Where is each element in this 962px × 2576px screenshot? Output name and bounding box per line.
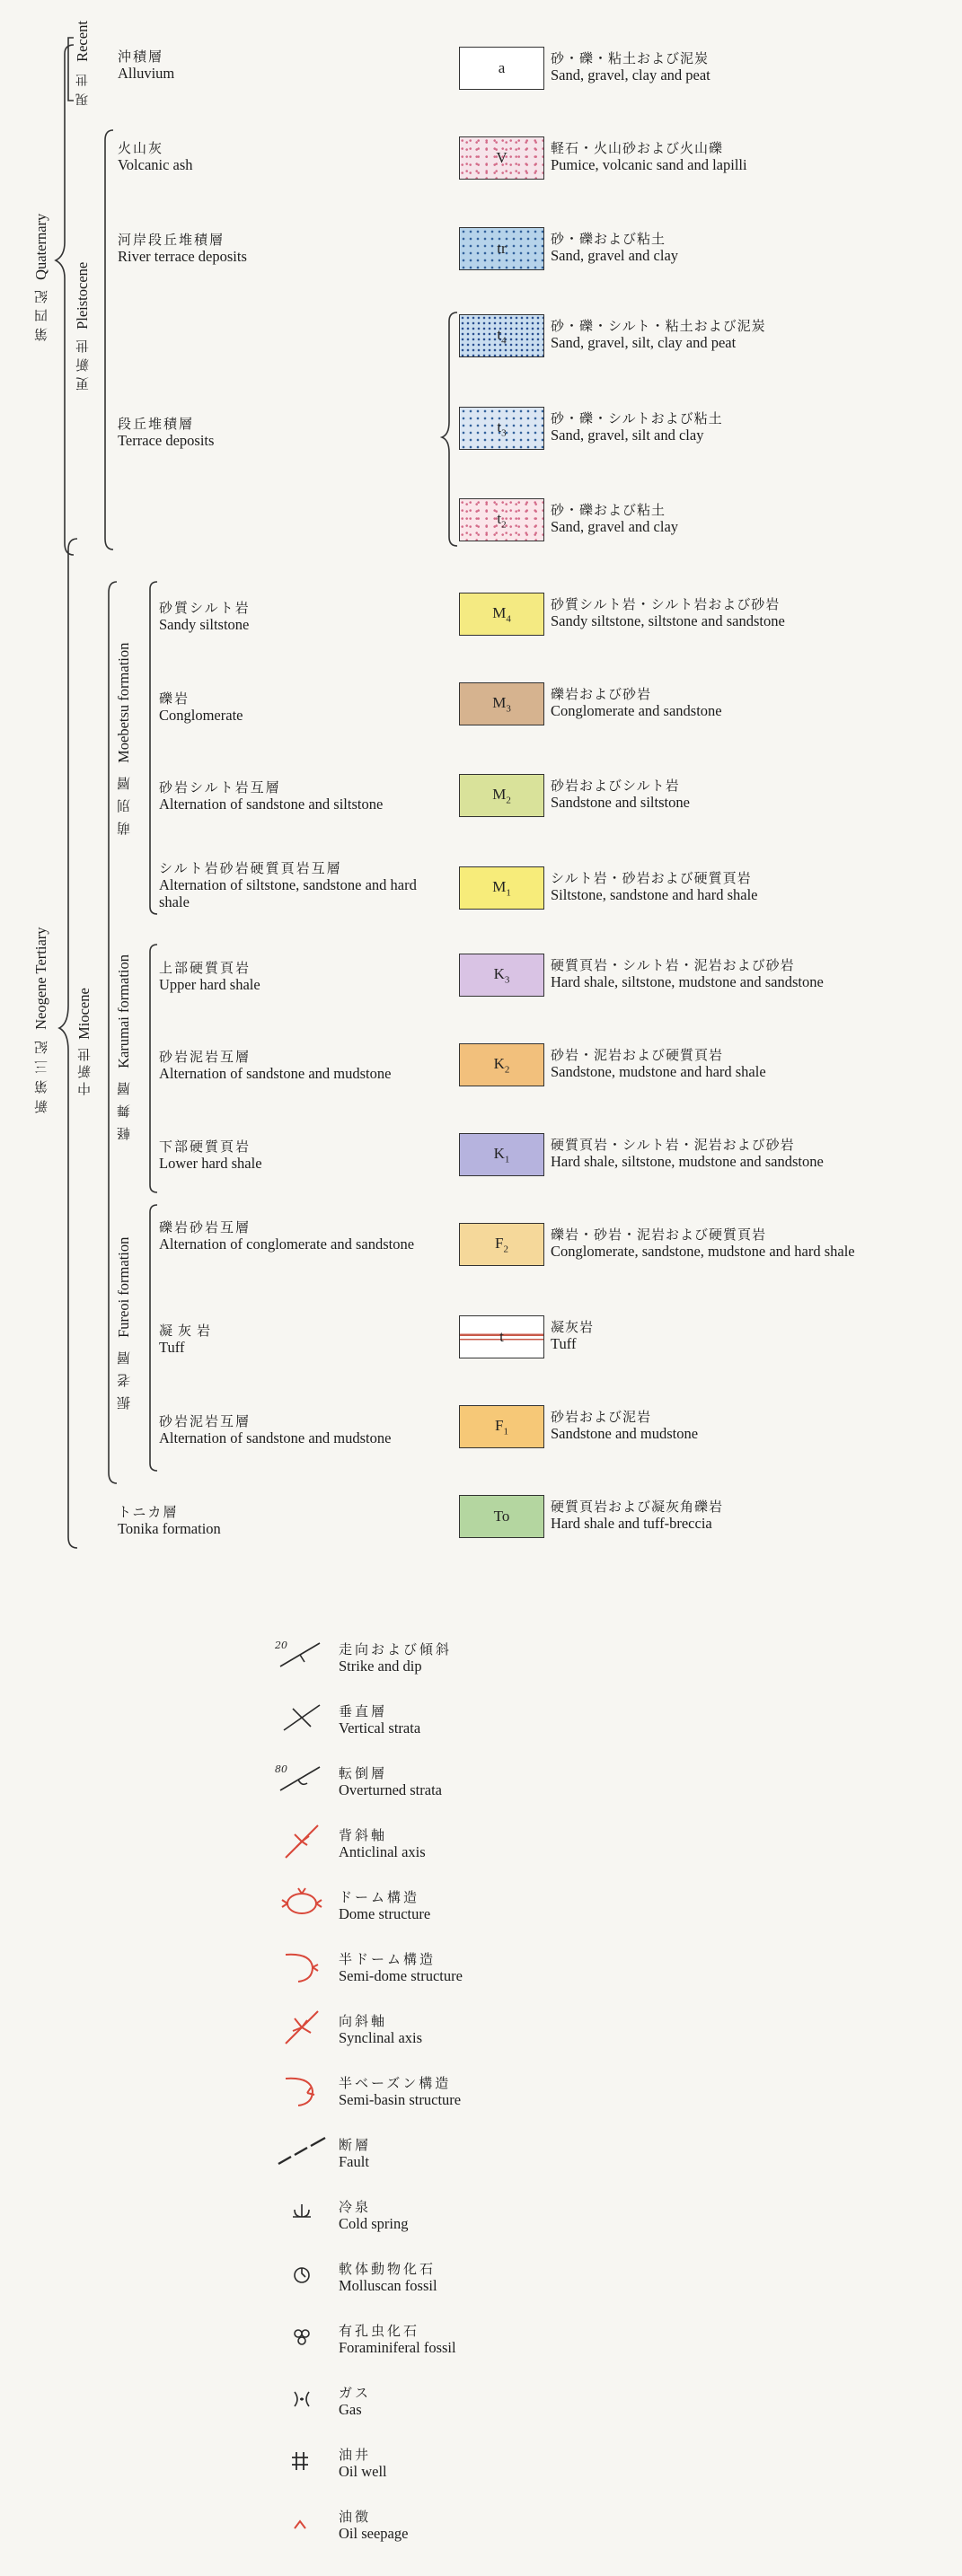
- legend-en: Cold spring: [339, 2215, 409, 2232]
- legend-item-text: [339, 1765, 442, 1798]
- legend-jp: ガス: [339, 2385, 372, 2401]
- description-en: Hard shale, siltstone, mudstone and sandstone: [551, 973, 824, 990]
- legend-item-text: [339, 1641, 452, 1675]
- unit-alt-sandstone-mudstone-k: 砂岩泥岩互層 Alternation of sandstone and mudstone: [159, 1049, 392, 1082]
- lithology-description: [551, 410, 723, 444]
- description-jp: 軽石・火山砂および火山礫: [551, 140, 724, 156]
- legend-item-text: [339, 2385, 371, 2418]
- unit-alt-siltstone-sandstone-shale: シルト岩砂岩硬質頁岩互層 Alternation of siltstone, sandstone and hard shale: [159, 860, 417, 910]
- legend-item-text: [339, 1951, 463, 1984]
- unit-river-terrace: 河岸段丘堆積層 River terrace deposits: [118, 232, 247, 265]
- lithology-box-t2: [459, 498, 544, 541]
- legend-en: Vertical strata: [339, 1719, 421, 1736]
- description-en: Conglomerate and sandstone: [551, 702, 722, 719]
- description-jp: 砂・礫・シルトおよび粘土: [551, 410, 723, 426]
- legend-jp: 断層: [339, 2137, 372, 2153]
- foraminiferal-fossil-icon: [275, 2317, 329, 2357]
- epoch-recent: 現世 Recent: [74, 21, 91, 106]
- epoch-pleistocene: 更新世 Pleistocene: [74, 261, 91, 391]
- legend-en: Synclinal axis: [339, 2029, 423, 2046]
- legend-item-text: [339, 2323, 456, 2356]
- oil-well-icon: [275, 2441, 329, 2481]
- lithology-code: $t_2$: [497, 509, 507, 531]
- vertical-strata-icon: [275, 1698, 329, 1737]
- legend-en: Molluscan fossil: [339, 2277, 437, 2294]
- lithology-code: $F_2$: [495, 1234, 508, 1255]
- description-en: Pumice, volcanic sand and lapilli: [551, 156, 747, 173]
- anticlinal-axis-icon: [275, 1822, 329, 1861]
- description-en: Sand, gravel, clay and peat: [551, 66, 710, 84]
- unit-tonika: トニカ層 Tonika formation: [118, 1504, 221, 1537]
- epoch-neogene: 新第三紀 Neogene Tertiary: [32, 927, 49, 1113]
- legend-en: Semi-basin structure: [339, 2091, 462, 2108]
- description-en: Hard shale, siltstone, mudstone and sandstone: [551, 1153, 824, 1170]
- legend-item-text: [339, 1889, 430, 1922]
- description-jp: 砂・礫・粘土および泥炭: [551, 50, 710, 66]
- legend-item-text: [339, 2013, 422, 2046]
- lithology-code: $K_2$: [493, 1054, 510, 1076]
- unit-upper-hard-shale: 上部硬質頁岩 Upper hard shale: [159, 960, 260, 993]
- unit-alt-sandstone-siltstone: 砂岩シルト岩互層 Alternation of sandstone and siltstone: [159, 779, 384, 813]
- description-en: Sandy siltstone, siltstone and sandstone: [551, 612, 785, 629]
- legend-item-text: [339, 2137, 371, 2170]
- synclinal-axis-icon: [275, 2008, 329, 2047]
- lithology-code: $K_1$: [493, 1144, 510, 1165]
- svg-text:20: 20: [275, 1640, 287, 1651]
- unit-terrace-deposits: 段丘堆積層 Terrace deposits: [118, 416, 215, 449]
- legend-item-text: [339, 2261, 437, 2294]
- unit-alt-sandstone-mudstone-f: 砂岩泥岩互層 Alternation of sandstone and mudstone: [159, 1413, 392, 1446]
- legend-en: Strike and dip: [339, 1657, 422, 1675]
- legend-item-text: [339, 1827, 426, 1860]
- lithology-description: [551, 1409, 698, 1442]
- lithology-description: [551, 231, 678, 264]
- description-jp: 砂・礫および粘土: [551, 502, 666, 518]
- description-en: Tuff: [551, 1335, 577, 1352]
- lithology-code: $M_3$: [492, 693, 511, 715]
- unit-volcanic-ash: 火山灰 Volcanic ash: [118, 140, 193, 173]
- lithology-description: [551, 140, 747, 173]
- lithology-code: a: [498, 59, 506, 76]
- lithology-box-m4: [459, 593, 544, 636]
- legend-jp: 向斜軸: [339, 2013, 388, 2029]
- lithology-description: [551, 1226, 855, 1260]
- legend-jp: 有孔虫化石: [339, 2323, 420, 2339]
- description-en: Siltstone, sandstone and hard shale: [551, 886, 758, 903]
- description-jp: 礫岩および砂岩: [551, 686, 652, 702]
- lithology-description: [551, 502, 678, 535]
- description-en: Sand, gravel, silt, clay and peat: [551, 334, 737, 351]
- description-jp: 礫岩・砂岩・泥岩および硬質頁岩: [551, 1226, 767, 1243]
- unit-tuff: 凝灰岩 Tuff: [159, 1323, 216, 1356]
- lithology-box-k2: [459, 1043, 544, 1086]
- legend-en: Fault: [339, 2153, 369, 2170]
- lithology-description: [551, 1319, 594, 1352]
- lithology-code: t: [499, 1328, 504, 1345]
- lithology-code: To: [493, 1508, 510, 1525]
- lithology-description: [551, 686, 722, 719]
- strike-dip-icon: [275, 1636, 329, 1675]
- description-en: Sand, gravel and clay: [551, 518, 679, 535]
- description-jp: 砂質シルト岩・シルト岩および砂岩: [551, 596, 781, 612]
- lithology-code: V: [496, 149, 507, 166]
- legend-item-text: [339, 1703, 420, 1736]
- legend-jp: 油井: [339, 2447, 372, 2463]
- legend-en: Dome structure: [339, 1905, 431, 1922]
- description-en: Sandstone and mudstone: [551, 1425, 699, 1442]
- dome-structure-icon: [275, 1884, 329, 1923]
- lithology-box-k3: [459, 954, 544, 997]
- lithology-code: $t_4$: [497, 325, 507, 347]
- description-jp: 硬質頁岩・シルト岩・泥岩および砂岩: [551, 957, 795, 973]
- semi-basin-icon: [275, 2070, 329, 2109]
- description-en: Hard shale and tuff-breccia: [551, 1515, 712, 1532]
- legend-en: Anticlinal axis: [339, 1843, 426, 1860]
- legend-en: Foraminiferal fossil: [339, 2339, 456, 2356]
- lithology-box-to: [459, 1495, 544, 1538]
- legend-jp: 走向および傾斜: [339, 1641, 453, 1657]
- legend-item-text: [339, 2447, 387, 2480]
- legend-item-text: [339, 2199, 408, 2232]
- description-jp: 砂岩・泥岩および硬質頁岩: [551, 1047, 724, 1063]
- semi-dome-icon: [275, 1946, 329, 1985]
- legend-en: Gas: [339, 2401, 362, 2418]
- oil-seepage-icon: [275, 2503, 329, 2543]
- description-jp: シルト岩・砂岩および硬質頁岩: [551, 870, 752, 886]
- lithology-description: [551, 1499, 723, 1532]
- description-en: Conglomerate, sandstone, mudstone and hard shale: [551, 1243, 855, 1260]
- lithology-description: [551, 778, 690, 811]
- legend-en: Semi-dome structure: [339, 1967, 463, 1984]
- description-jp: 砂・礫・シルト・粘土および泥炭: [551, 318, 766, 334]
- legend-item-text: [339, 2509, 408, 2542]
- legend-en: Oil seepage: [339, 2525, 409, 2542]
- unit-sandy-siltstone: 砂質シルト岩 Sandy siltstone: [159, 600, 251, 633]
- description-en: Sand, gravel and clay: [551, 247, 679, 264]
- lithology-code: $M_4$: [492, 603, 511, 625]
- lithology-box-t3: [459, 407, 544, 450]
- legend-item-text: [339, 2075, 461, 2108]
- lithology-code: $M_1$: [492, 877, 511, 899]
- legend-en: Overturned strata: [339, 1781, 442, 1798]
- molluscan-fossil-icon: [275, 2255, 329, 2295]
- unit-alt-conglomerate-sandstone: 礫岩砂岩互層 Alternation of conglomerate and sandstone: [159, 1219, 415, 1253]
- lithology-description: [551, 50, 710, 84]
- lithology-box-m2: [459, 774, 544, 817]
- description-en: Sand, gravel, silt and clay: [551, 426, 704, 444]
- svg-text:80: 80: [275, 1763, 287, 1775]
- legend-jp: 半ベーズン構造: [339, 2075, 452, 2091]
- description-jp: 硬質頁岩および凝灰角礫岩: [551, 1499, 724, 1515]
- description-jp: 砂・礫および粘土: [551, 231, 666, 247]
- description-en: Sandstone and siltstone: [551, 794, 690, 811]
- description-jp: 砂岩および泥岩: [551, 1409, 652, 1425]
- legend-jp: 油徴: [339, 2509, 372, 2525]
- lithology-code: $M_2$: [492, 785, 511, 806]
- unit-alluvium: 沖積層 Alluvium: [118, 48, 175, 82]
- legend-jp: 半ドーム構造: [339, 1951, 437, 1967]
- unit-lower-hard-shale: 下部硬質頁岩 Lower hard shale: [159, 1139, 262, 1172]
- legend-en: Oil well: [339, 2463, 387, 2480]
- legend-jp: 冷泉: [339, 2199, 372, 2215]
- gas-icon: [275, 2379, 329, 2419]
- lithology-box-tr: [459, 227, 544, 270]
- lithology-box-v: [459, 136, 544, 180]
- description-jp: 凝灰岩: [551, 1319, 595, 1335]
- legend-jp: ドーム構造: [339, 1889, 420, 1905]
- description-jp: 砂岩およびシルト岩: [551, 778, 680, 794]
- lithology-box-t4: [459, 314, 544, 357]
- lithology-box-t: [459, 1315, 544, 1358]
- lithology-box-f2: [459, 1223, 544, 1266]
- lithology-box-a: [459, 47, 544, 90]
- lithology-description: [551, 870, 758, 903]
- lithology-description: [551, 1137, 824, 1170]
- unit-conglomerate: 礫岩 Conglomerate: [159, 690, 243, 724]
- epoch-miocene: 中新世 Miocene: [75, 988, 93, 1095]
- lithology-box-k1: [459, 1133, 544, 1176]
- lithology-description: [551, 318, 766, 351]
- lithology-box-m3: [459, 682, 544, 725]
- legend-jp: 軟体動物化石: [339, 2261, 437, 2277]
- fault-icon: [275, 2132, 329, 2171]
- legend-jp: 転倒層: [339, 1765, 388, 1781]
- overturned-strata-icon: [275, 1760, 329, 1799]
- lithology-box-m1: [459, 866, 544, 910]
- cold-spring-icon: [275, 2194, 329, 2233]
- formation-fureoi: 振老層 Fureoi formation: [115, 1236, 132, 1410]
- lithology-description: [551, 596, 785, 629]
- lithology-description: [551, 957, 824, 990]
- lithology-description: [551, 1047, 766, 1080]
- lithology-code: tr: [497, 240, 507, 257]
- lithology-code: $K_3$: [493, 964, 510, 986]
- formation-karumai: 軽舞層 Karumai formation: [115, 954, 132, 1140]
- description-en: Sandstone, mudstone and hard shale: [551, 1063, 766, 1080]
- lithology-box-f1: [459, 1405, 544, 1448]
- legend-jp: 背斜軸: [339, 1827, 388, 1843]
- epoch-quaternary: 第四紀 Quaternary: [32, 213, 49, 341]
- description-jp: 硬質頁岩・シルト岩・泥岩および砂岩: [551, 1137, 795, 1153]
- formation-moebetsu: 萌別層 Moebetsu formation: [115, 642, 132, 835]
- lithology-code: $F_1$: [495, 1416, 508, 1437]
- legend-jp: 垂直層: [339, 1703, 388, 1719]
- lithology-code: $t_3$: [497, 418, 507, 439]
